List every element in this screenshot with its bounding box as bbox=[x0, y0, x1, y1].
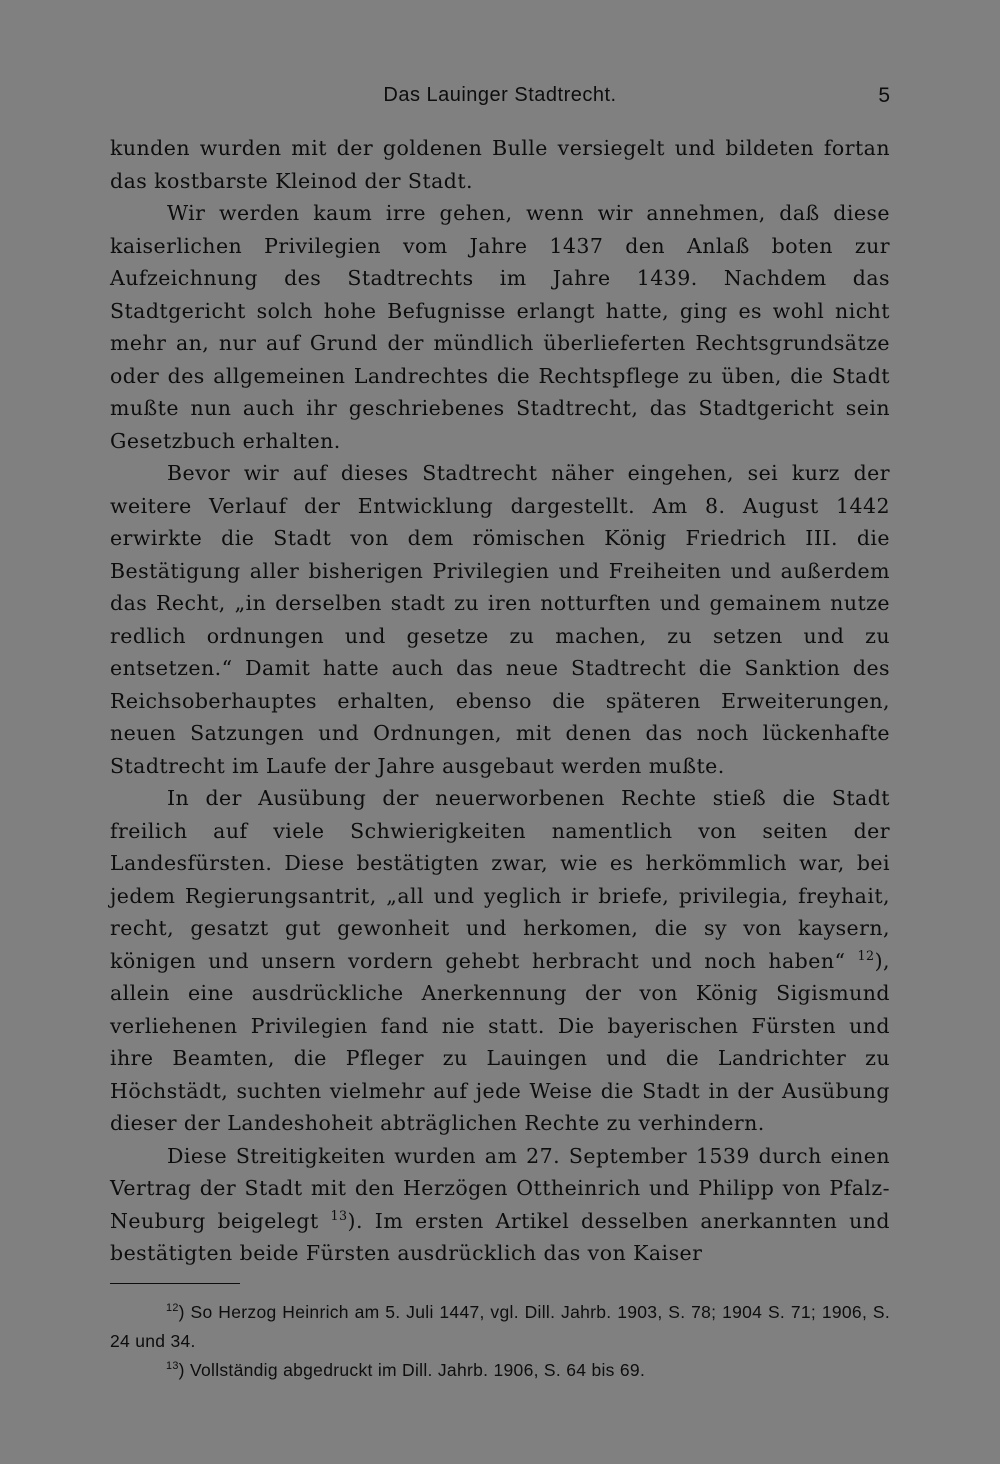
paragraph bbox=[110, 132, 890, 197]
footnotes bbox=[110, 1298, 890, 1385]
footnote-number: 13 bbox=[166, 1360, 179, 1373]
paragraph bbox=[110, 197, 890, 457]
paragraph-text: In der Ausübung der neuerworbenen Rechte stieß die Stadt freilich auf viele Schwierigkeiten namentlich von seiten der Landesfürsten. Diese bestätigten zwar, wie es herkömmlich war, bei jedem Regierungsantrit, „all und yeglich ir briefe, privilegia, freyhait, recht, gesatzt gut gewonheit und herkomen, die sy von kaysern, königen und unsern vordern gehebt herbracht und noch haben“ bbox=[110, 786, 890, 973]
paragraph-text: Wir werden kaum irre gehen, wenn wir annehmen, daß diese kaiserlichen Privilegien vom Jahre 1437 den Anlaß boten zur Aufzeichnung des Stadtrechts im Jahre 1439. Nachdem das Stadtgericht solch hohe Befugnisse erlangt hatte, ging es wohl nicht mehr an, nur auf Grund der mündlich überlieferten Rechtsgrundsätze oder des allgemeinen Landrechtes die Rechtspflege zu üben, die Stadt mußte nun auch ihr geschriebenes Stadtrecht, das Stadtgericht sein Gesetzbuch erhalten. bbox=[110, 201, 890, 453]
footnote bbox=[110, 1298, 890, 1356]
paragraph-text: ). Im ersten Artikel desselben anerkannten und bestätigten beide Fürsten ausdrücklich das von Kaiser bbox=[110, 1208, 890, 1265]
paragraph-text: Diese Streitigkeiten wurden am 27. September 1539 durch einen Vertrag der Stadt mit den Herzögen Ottheinrich und Philipp von Pfalz-Neuburg beigelegt bbox=[110, 1143, 890, 1233]
paragraph-text: Bevor wir auf dieses Stadtrecht näher eingehen, sei kurz der weitere Verlauf der Entwicklung dargestellt. Am 8. August 1442 erwirkte die Stadt von dem römischen König Friedrich III. die Bestätigung aller bisherigen Privilegien und Freiheiten und außerdem das Recht, „in derselben stadt zu iren notturften und gemainem nutze redlich ordnungen und gesetze zu machen, zu setzen und zu entsetzen.“ Damit hatte auch das neue Stadtrecht die Sanktion des Reichsoberhauptes erhalten, ebenso die späteren Erweiterungen, neuen Satzungen und Ordnungen, mit denen das noch lückenhafte Stadtrecht im Laufe der Jahre ausgebaut werden mußte. bbox=[110, 461, 890, 778]
footnote-text: ) So Herzog Heinrich am 5. Juli 1447, vgl. Dill. Jahrb. 1903, S. 78; 1904 S. 71; 1906, S. 24 und 34. bbox=[110, 1302, 890, 1351]
page-number: 5 bbox=[878, 84, 890, 107]
footnote-divider bbox=[110, 1283, 240, 1284]
paragraph bbox=[110, 457, 890, 782]
paragraph-text: ), allein eine ausdrückliche Anerkennung der von König Sigismund verliehenen Privilegien fand nie statt. Die bayerischen Fürsten und ihre Beamten, die Pfleger zu Lauingen und die Landrichter zu Höchstädt, suchten vielmehr auf jede Weise die Stadt in der Ausübung dieser der Landeshoheit abträglichen Rechte zu verhindern. bbox=[110, 948, 890, 1135]
page-header bbox=[110, 80, 890, 112]
footnote-number: 12 bbox=[166, 1302, 179, 1315]
paragraph bbox=[110, 782, 890, 1140]
footnote bbox=[110, 1356, 890, 1385]
paragraph-text: kunden wurden mit der goldenen Bulle versiegelt und bildeten fortan das kostbarste Kleinod der Stadt. bbox=[110, 136, 890, 193]
body-text bbox=[110, 132, 890, 1270]
paragraph bbox=[110, 1140, 890, 1270]
footnote-text: ) Vollständig abgedruckt im Dill. Jahrb. 1906, S. 64 bis 69. bbox=[178, 1360, 646, 1380]
running-title: Das Lauinger Stadtrecht. bbox=[383, 84, 617, 106]
footnote-reference: 13 bbox=[330, 1207, 348, 1223]
footnote-reference: 12 bbox=[857, 947, 875, 963]
